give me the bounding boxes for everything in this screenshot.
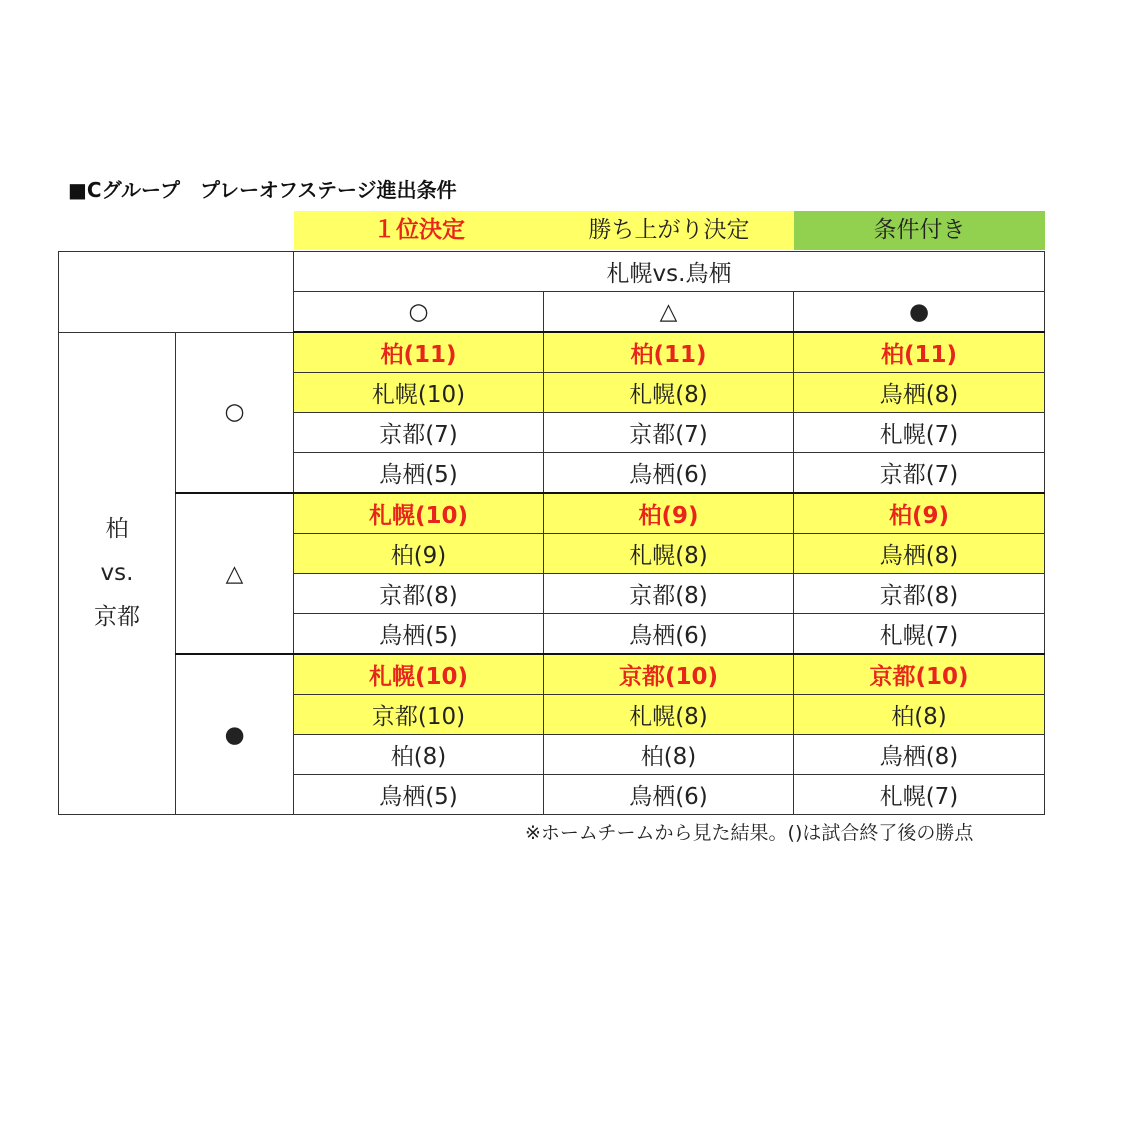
rank-4-cell: 鳥栖(5) [294,775,544,815]
legend-conditional: 条件付き [794,211,1045,250]
rank-3-cell: 鳥栖(8) [794,735,1045,775]
home-result-loss: ● [176,654,294,815]
footnote: ※ホームチームから見た結果。()は試合終了後の勝点 [525,822,974,844]
rank-1-cell: 京都(10) [544,654,794,695]
home-team-kyoto: 京都 [94,604,140,631]
home-result-win: ○ [176,332,294,493]
rank-1-cell: 札幌(10) [294,654,544,695]
legend-advance: 勝ち上がり決定 [544,211,794,250]
home-vs: vs. [100,560,134,587]
rank-1-cell: 柏(9) [544,493,794,534]
rank-4-cell: 鳥栖(6) [544,453,794,494]
home-team-kashiwa: 柏 [105,516,129,543]
rank-4-cell: 鳥栖(5) [294,453,544,494]
rank-2-cell: 鳥栖(8) [794,534,1045,574]
away-match-header: 札幌vs.鳥栖 [294,252,1045,292]
rank-3-cell: 京都(8) [294,574,544,614]
page-title: ■Cグループ プレーオフステージ進出条件 [68,178,457,202]
rank-2-cell: 京都(10) [294,695,544,735]
rank-4-cell: 鳥栖(5) [294,614,544,655]
rank-1-cell: 柏(9) [794,493,1045,534]
away-result-draw: △ [544,292,794,333]
standings-table [58,251,1045,815]
rank-3-cell: 京都(7) [294,413,544,453]
away-result-loss: ● [794,292,1045,333]
rank-1-cell: 柏(11) [294,332,544,373]
rank-2-cell: 札幌(8) [544,695,794,735]
rank-4-cell: 京都(7) [794,453,1045,494]
rank-4-cell: 札幌(7) [794,775,1045,815]
rank-1-cell: 柏(11) [794,332,1045,373]
rank-1-cell: 柏(11) [544,332,794,373]
home-match-label [59,332,176,815]
rank-3-cell: 京都(7) [544,413,794,453]
away-result-win: ○ [294,292,544,333]
rank-3-cell: 柏(8) [294,735,544,775]
rank-2-cell: 札幌(10) [294,373,544,413]
rank-3-cell: 京都(8) [794,574,1045,614]
rank-1-cell: 札幌(10) [294,493,544,534]
rank-4-cell: 鳥栖(6) [544,775,794,815]
rank-3-cell: 柏(8) [544,735,794,775]
rank-2-cell: 札幌(8) [544,534,794,574]
corner-cell [59,252,294,333]
rank-4-cell: 鳥栖(6) [544,614,794,655]
rank-1-cell: 京都(10) [794,654,1045,695]
rank-2-cell: 鳥栖(8) [794,373,1045,413]
home-result-draw: △ [176,493,294,654]
rank-4-cell: 札幌(7) [794,614,1045,655]
rank-2-cell: 柏(8) [794,695,1045,735]
legend-first-place: １位決定 [294,211,544,250]
rank-3-cell: 京都(8) [544,574,794,614]
rank-2-cell: 柏(9) [294,534,544,574]
rank-2-cell: 札幌(8) [544,373,794,413]
rank-3-cell: 札幌(7) [794,413,1045,453]
